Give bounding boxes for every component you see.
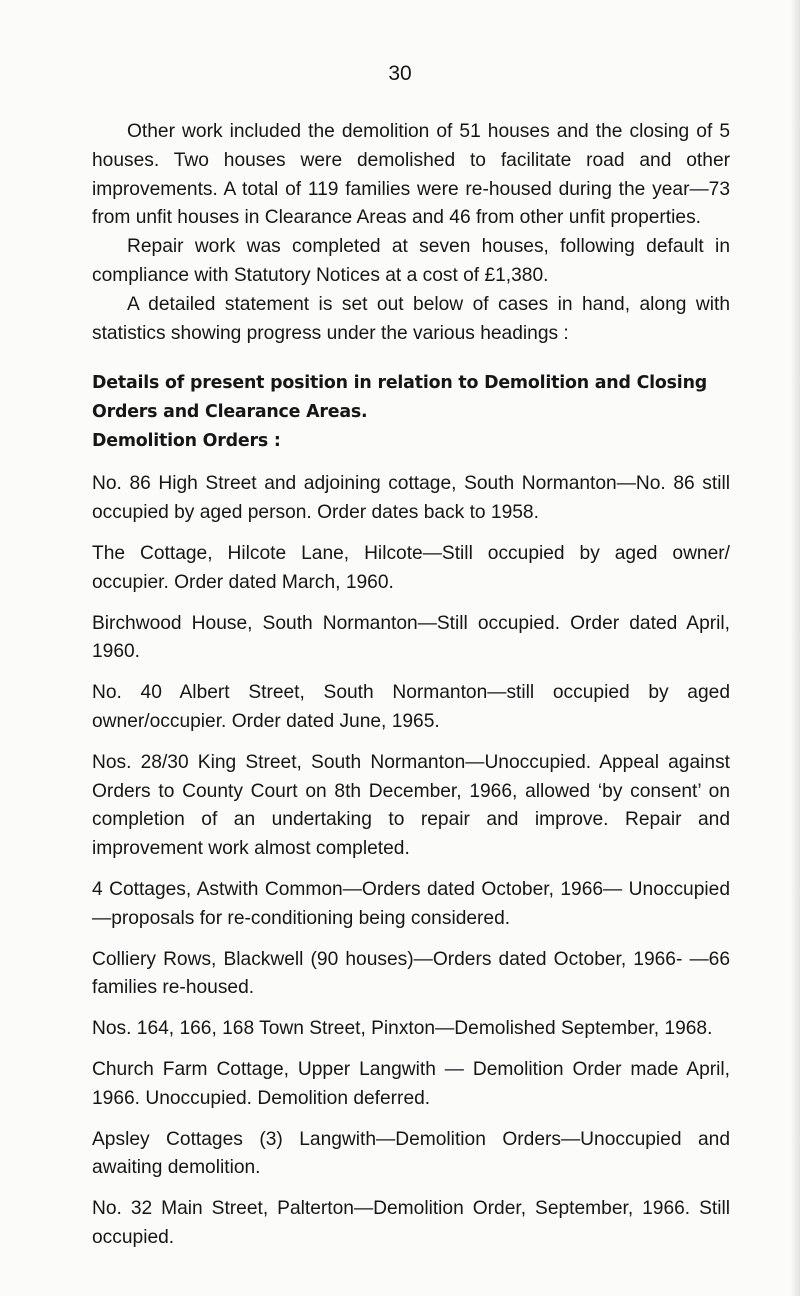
intro-paragraph-3: A detailed statement is set out below of cases in hand, along with statistics showing progress under the various headings :	[92, 293, 730, 344]
demolition-order-entry: Nos. 164, 166, 168 Town Street, Pinxton—Demolished September, 1968.	[92, 1018, 713, 1040]
page-edge-shadow	[790, 0, 800, 1296]
subheading-demolition-orders: Demolition Orders :	[92, 431, 281, 452]
intro-paragraph-2: Repair work was completed at seven houses, following default in compliance with Statutory Notices at a cost of £1,380.	[92, 236, 730, 286]
demolition-order-entry: Nos. 28/30 King Street, South Normanton—Unoccupied. Appeal against Orders to County Court on 8th December, 1966, allowed ‘by consent’ on completion of an undertaking to repair and improve. Repair and improvement work almost completed.	[92, 751, 730, 860]
demolition-order-entry: No. 40 Albert Street, South Normanton—still occupied by aged owner/occupier. Order dated June, 1965.	[92, 682, 730, 732]
demolition-order-entry: The Cottage, Hilcote Lane, Hilcote—Still occupied by aged owner/ occupier. Order dated March, 1960.	[92, 542, 730, 593]
demolition-order-entry: No. 32 Main Street, Palterton—Demolition Order, September, 1966. Still occupied.	[92, 1198, 730, 1248]
demolition-order-entry: Colliery Rows, Blackwell (90 houses)—Orders dated October, 1966- —66 families re-housed.	[92, 948, 730, 999]
demolition-order-entry: No. 86 High Street and adjoining cottage, South Normanton—No. 86 still occupied by aged person. Order dates back to 1958.	[92, 473, 730, 524]
demolition-order-entry: Church Farm Cottage, Upper Langwith — Demolition Order made April, 1966. Unoccupied. Demolition deferred.	[92, 1058, 730, 1109]
demolition-order-entry: Apsley Cottages (3) Langwith—Demolition Orders—Unoccupied and awaiting demolition.	[92, 1128, 730, 1179]
page-number: 30	[388, 62, 412, 85]
intro-paragraph-1: Other work included the demolition of 51 houses and the closing of 5 houses. Two houses were demolished to facilitate road and other improvements. A total of 119 families were re-housed during the year—73 from unfit houses in Clearance Areas and 46 from other unfit properties.	[92, 121, 730, 229]
page-content	[92, 118, 730, 1253]
demolition-order-entry: 4 Cottages, Astwith Common—Orders dated October, 1966— Unoccupied—proposals for re-conditioning being considered.	[92, 878, 730, 929]
demolition-order-entry: Birchwood House, South Normanton—Still occupied. Order dated April, 1960.	[92, 612, 730, 663]
section-heading: Details of present position in relation to Demolition and Closing Orders and Clearance Areas.	[92, 373, 707, 423]
